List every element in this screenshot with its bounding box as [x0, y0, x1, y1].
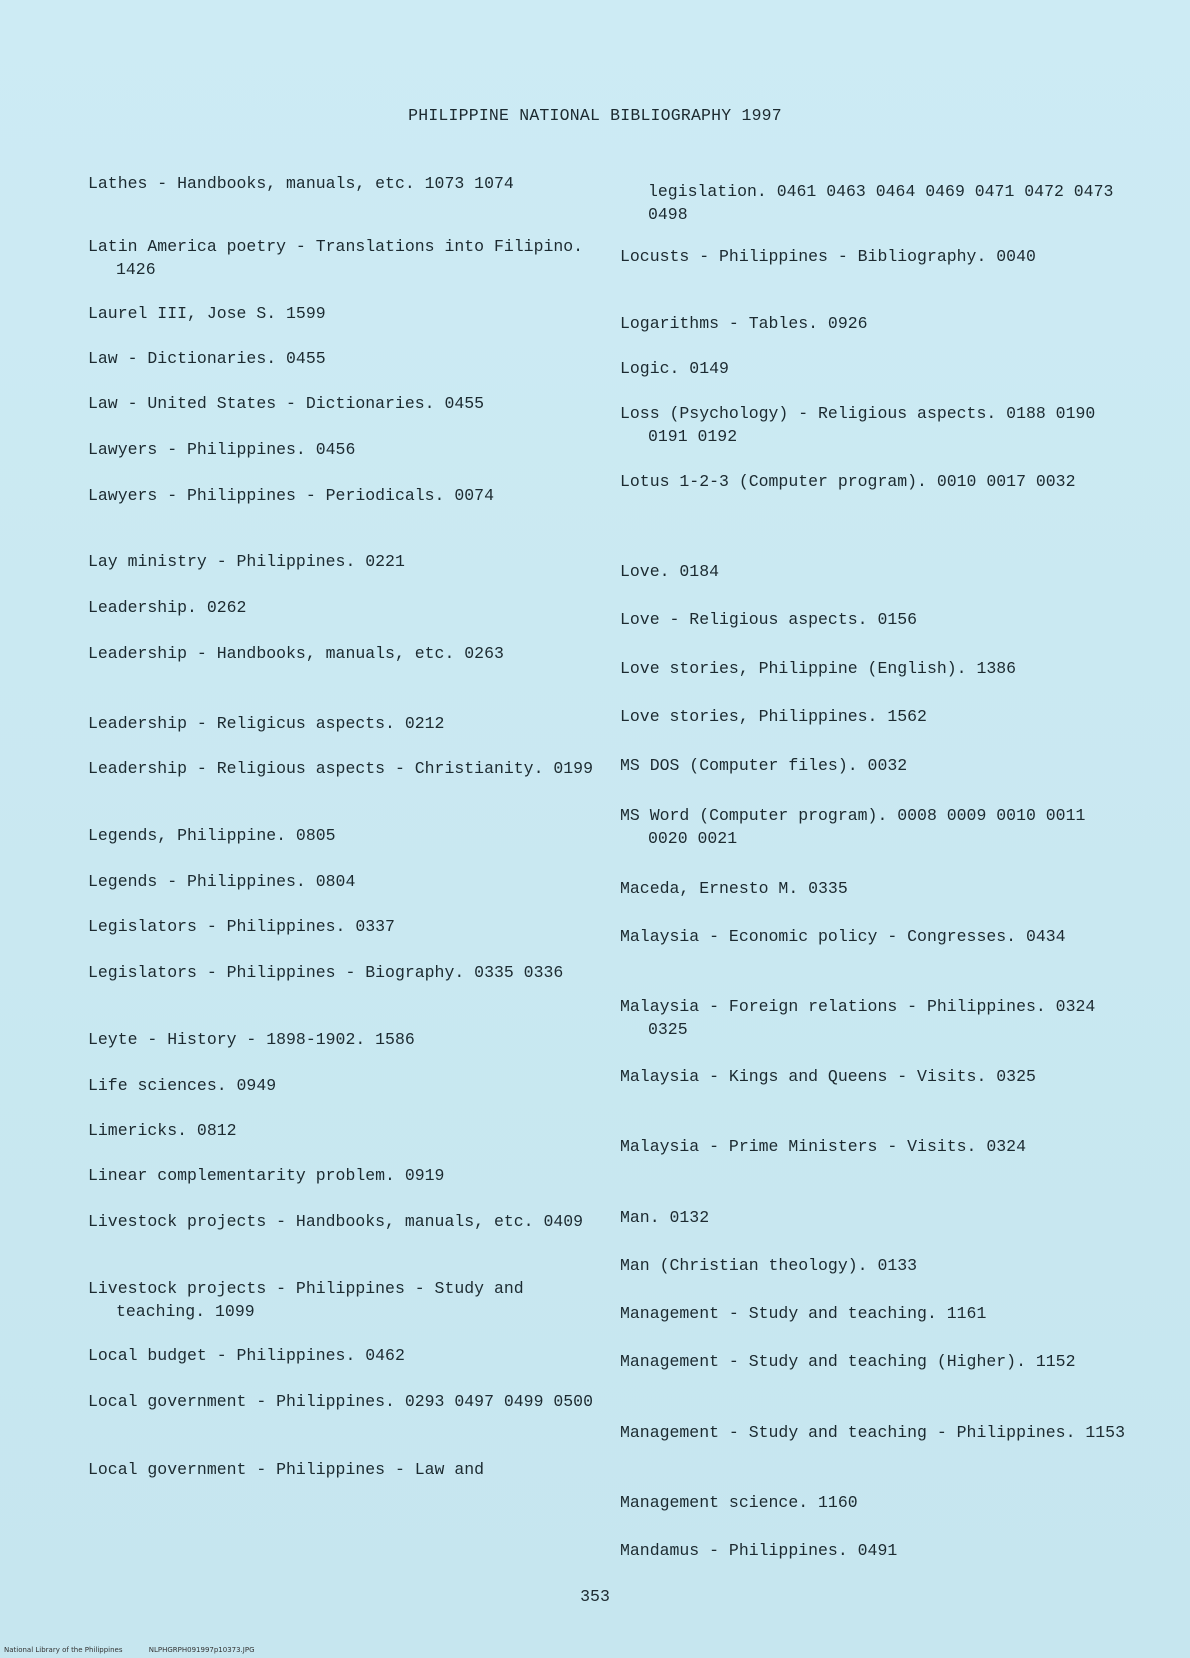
index-entry: Livestock projects - Philippines - Study and teaching. 1099 — [88, 1279, 524, 1321]
scan-footer — [4, 1646, 279, 1654]
index-entry: Maceda, Ernesto M. 0335 — [620, 879, 848, 898]
index-entry: Lotus 1-2-3 (Computer program). 0010 0017 0032 — [620, 472, 1076, 491]
index-entry: Law - Dictionaries. 0455 — [88, 349, 326, 368]
index-entry: Management - Study and teaching. 1161 — [620, 1304, 987, 1323]
index-entry: Laurel III, Jose S. 1599 — [88, 304, 326, 323]
index-entry: Management science. 1160 — [620, 1493, 858, 1512]
index-entry: Love - Religious aspects. 0156 — [620, 610, 918, 629]
index-entry: Man (Christian theology). 0133 — [620, 1256, 918, 1275]
footer-institution: National Library of the Philippines — [4, 1646, 123, 1654]
index-entry: Malaysia - Kings and Queens - Visits. 0325 — [620, 1067, 1036, 1086]
index-entry: Lawyers - Philippines - Periodicals. 0074 — [88, 486, 494, 505]
index-entry: Latin America poetry - Translations into Filipino. 1426 — [88, 237, 584, 279]
index-entry: Mandamus - Philippines. 0491 — [620, 1541, 898, 1560]
index-entry: Limericks. 0812 — [88, 1121, 237, 1140]
index-entry: Leadership - Handbooks, manuals, etc. 0263 — [88, 644, 504, 663]
page-number: 353 — [580, 1587, 610, 1606]
index-entry: Logarithms - Tables. 0926 — [620, 314, 868, 333]
index-entry: Lathes - Handbooks, manuals, etc. 1073 1074 — [88, 174, 514, 193]
index-entry: MS DOS (Computer files). 0032 — [620, 756, 908, 775]
index-entry: Leadership. 0262 — [88, 598, 247, 617]
index-entry: Linear complementarity problem. 0919 — [88, 1166, 445, 1185]
index-entry: Legends - Philippines. 0804 — [88, 872, 356, 891]
index-entry: Love. 0184 — [620, 562, 720, 581]
index-entry: Lay ministry - Philippines. 0221 — [88, 552, 405, 571]
index-entry: Malaysia - Economic policy - Congresses. 0434 — [620, 927, 1066, 946]
index-entry: Leadership - Religious aspects - Christianity. 0199 — [88, 759, 593, 778]
index-entry: Management - Study and teaching (Higher). 1152 — [620, 1352, 1076, 1371]
index-entry: Management - Study and teaching - Philippines. 1153 — [620, 1423, 1125, 1442]
index-entry: Lawyers - Philippines. 0456 — [88, 440, 356, 459]
index-entry: Love stories, Philippines. 1562 — [620, 707, 927, 726]
index-entry: Legislators - Philippines. 0337 — [88, 917, 395, 936]
index-entry: Leyte - History - 1898-1902. 1586 — [88, 1030, 415, 1049]
index-entry: Leadership - Religicus aspects. 0212 — [88, 714, 445, 733]
index-entry: Law - United States - Dictionaries. 0455 — [88, 394, 485, 413]
index-entry: Locusts - Philippines - Bibliography. 0040 — [620, 247, 1036, 266]
index-entry: Local government - Philippines - Law and — [88, 1460, 485, 1479]
index-entry: Malaysia - Foreign relations - Philippines. 0324 0325 — [620, 997, 1096, 1039]
footer-file-id: NLPHGRPH091997p10373.JPG — [148, 1646, 255, 1654]
index-entry: Logic. 0149 — [620, 359, 729, 378]
page-title: PHILIPPINE NATIONAL BIBLIOGRAPHY 1997 — [408, 106, 782, 125]
index-entry: Love stories, Philippine (English). 1386 — [620, 659, 1017, 678]
index-entry: Man. 0132 — [620, 1208, 710, 1227]
index-entry: MS Word (Computer program). 0008 0009 0010 0011 0020 0021 — [620, 806, 1086, 848]
index-entry: Legislators - Philippines - Biography. 0335 0336 — [88, 963, 564, 982]
index-entry: Malaysia - Prime Ministers - Visits. 0324 — [620, 1137, 1026, 1156]
index-entry: Local budget - Philippines. 0462 — [88, 1346, 405, 1365]
index-entry: Legends, Philippine. 0805 — [88, 826, 336, 845]
index-entry: Life sciences. 0949 — [88, 1076, 277, 1095]
index-entry: Livestock projects - Handbooks, manuals, etc. 0409 — [88, 1212, 584, 1231]
index-entry: Local government - Philippines. 0293 0497 0499 0500 — [88, 1392, 593, 1411]
index-entry: Loss (Psychology) - Religious aspects. 0188 0190 0191 0192 — [620, 404, 1096, 446]
index-entry-continuation: legislation. 0461 0463 0464 0469 0471 0472 0473 0498 — [648, 182, 1114, 224]
